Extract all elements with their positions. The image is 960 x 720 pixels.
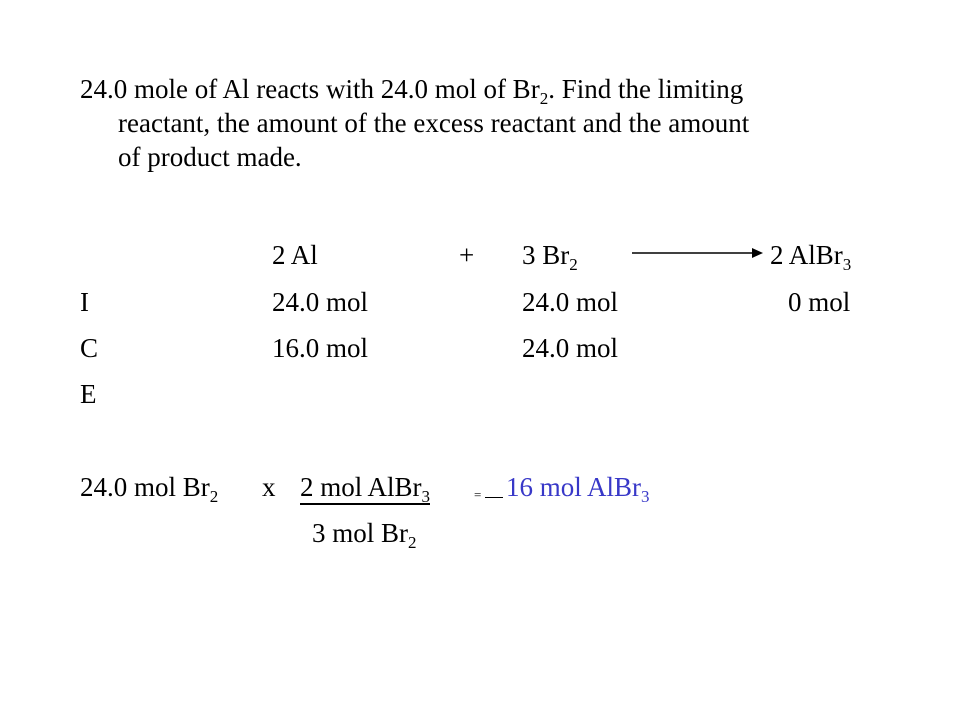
- ice-i-br2: 24.0 mol: [522, 287, 619, 317]
- calc-result: 16 mol AlBr$_3$: [506, 472, 650, 506]
- equation-plus: +: [459, 240, 475, 270]
- equation-reactant-al: 2 Al: [272, 240, 318, 270]
- calc-numerator: 2 mol AlBr$_3$: [300, 472, 431, 506]
- ice-label-i: I: [80, 287, 89, 317]
- calc-equals: =: [474, 487, 482, 502]
- equation-product-albr3: 2 AlBr$_3$: [770, 240, 852, 274]
- ice-c-al: 16.0 mol: [272, 333, 369, 363]
- calc-equals-underline: [485, 497, 503, 498]
- calc-start: 24.0 mol $Br_2$: [80, 472, 219, 506]
- equation-reactant-br2: 3 $Br_2$: [522, 240, 578, 274]
- problem-line-1: 24.0 mole of Al reacts with 24.0 mol of $Br_2$. Find the limiting: [80, 74, 744, 108]
- calc-denominator: 3 mol $Br_2$: [312, 518, 417, 552]
- problem-line-2: reactant, the amount of the excess reactant and the amount: [118, 108, 750, 138]
- reaction-arrow-icon: [632, 245, 764, 261]
- ice-i-al: 24.0 mol: [272, 287, 369, 317]
- problem-line-3: of product made.: [118, 142, 302, 172]
- problem-statement: [80, 72, 900, 174]
- ice-i-albr3: 0 mol: [788, 287, 851, 317]
- ice-label-c: C: [80, 333, 99, 363]
- ice-c-br2: 24.0 mol: [522, 333, 619, 363]
- calc-times: x: [262, 472, 276, 502]
- ice-label-e: E: [80, 379, 97, 409]
